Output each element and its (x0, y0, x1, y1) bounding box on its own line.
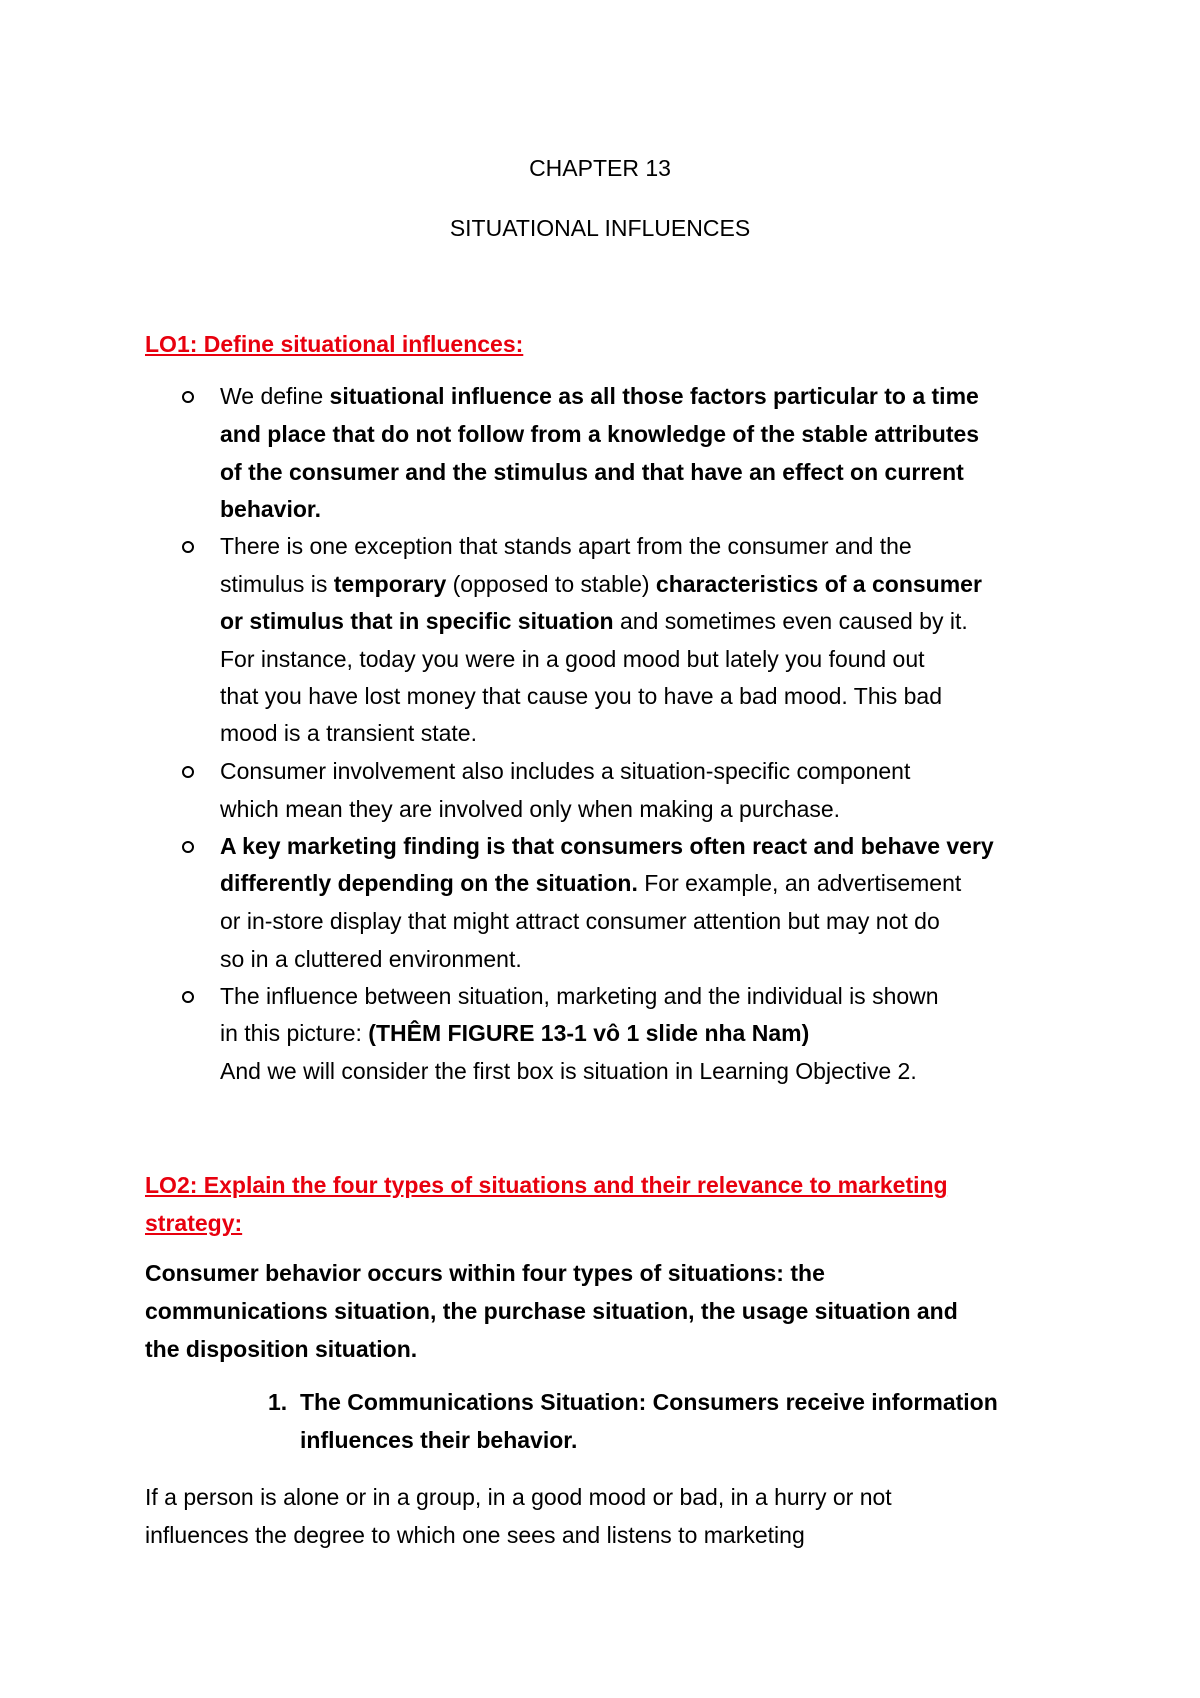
list-number: 1. (268, 1389, 288, 1415)
lo1-bullet4-line1: A key marketing finding is that consumers often react and behave very (220, 833, 994, 859)
bullet-marker (182, 391, 194, 403)
lo2-heading-line1: LO2: Explain the four types of situations and their relevance to marketing (145, 1172, 948, 1198)
lo1-bullet2-line3: or stimulus that in specific situation and sometimes even caused by it. (220, 608, 968, 634)
lo1-bullet1-line2: and place that do not follow from a knowledge of the stable attributes (220, 421, 980, 447)
lo1-bullet1-line3: of the consumer and the stimulus and that have an effect on current (220, 459, 964, 485)
lo1-heading: LO1: Define situational influences: (145, 331, 524, 357)
lo2-intro-line3: the disposition situation. (145, 1336, 418, 1362)
bullet-marker (182, 541, 194, 553)
lo2-item1-line2: influences their behavior. (300, 1427, 578, 1453)
lo1-bullet2-line6: mood is a transient state. (220, 720, 477, 746)
lo1-bullet3-line1: Consumer involvement also includes a situation-specific component (220, 758, 911, 784)
lo1-bullet1-line4: behavior. (220, 496, 321, 522)
lo1-bullet3-line2: which mean they are involved only when making a purchase. (220, 796, 841, 822)
bullet-marker (182, 766, 194, 778)
lo1-bullet2-line5: that you have lost money that cause you to have a bad mood. This bad (220, 683, 942, 709)
lo1-bullet4-line4: so in a cluttered environment. (220, 946, 522, 972)
bullet-marker (182, 991, 194, 1003)
chapter-title: CHAPTER 13 (529, 155, 671, 181)
bullet-marker (182, 841, 194, 853)
lo1-bullet5-line3: And we will consider the first box is situation in Learning Objective 2. (220, 1058, 917, 1084)
lo1-bullet1-line1: We define situational influence as all those factors particular to a time (220, 383, 979, 409)
lo2-intro-line2: communications situation, the purchase situation, the usage situation and (145, 1298, 958, 1324)
lo2-heading-line2: strategy: (145, 1210, 243, 1236)
lo2-paragraph-line2: influences the degree to which one sees and listens to marketing (145, 1522, 805, 1548)
chapter-subtitle: SITUATIONAL INFLUENCES (449, 215, 751, 241)
lo1-bullet2-line4: For instance, today you were in a good mood but lately you found out (220, 646, 925, 672)
lo2-item1-line1: The Communications Situation: Consumers receive information (300, 1389, 998, 1415)
lo2-paragraph-line1: If a person is alone or in a group, in a good mood or bad, in a hurry or not (145, 1484, 892, 1510)
lo1-bullet2-line1: There is one exception that stands apart from the consumer and the (220, 533, 912, 559)
lo1-bullet4-line2: differently depending on the situation. For example, an advertisement (220, 870, 962, 896)
lo1-bullet5-line2: in this picture: (THÊM FIGURE 13-1 vô 1 slide nha Nam) (220, 1020, 810, 1046)
lo1-bullet2-line2: stimulus is temporary (opposed to stable) characteristics of a consumer (220, 571, 982, 597)
lo1-bullet4-line3: or in-store display that might attract consumer attention but may not do (220, 908, 940, 934)
lo2-intro-line1: Consumer behavior occurs within four types of situations: the (145, 1260, 825, 1286)
lo1-bullet5-line1: The influence between situation, marketing and the individual is shown (220, 983, 939, 1009)
